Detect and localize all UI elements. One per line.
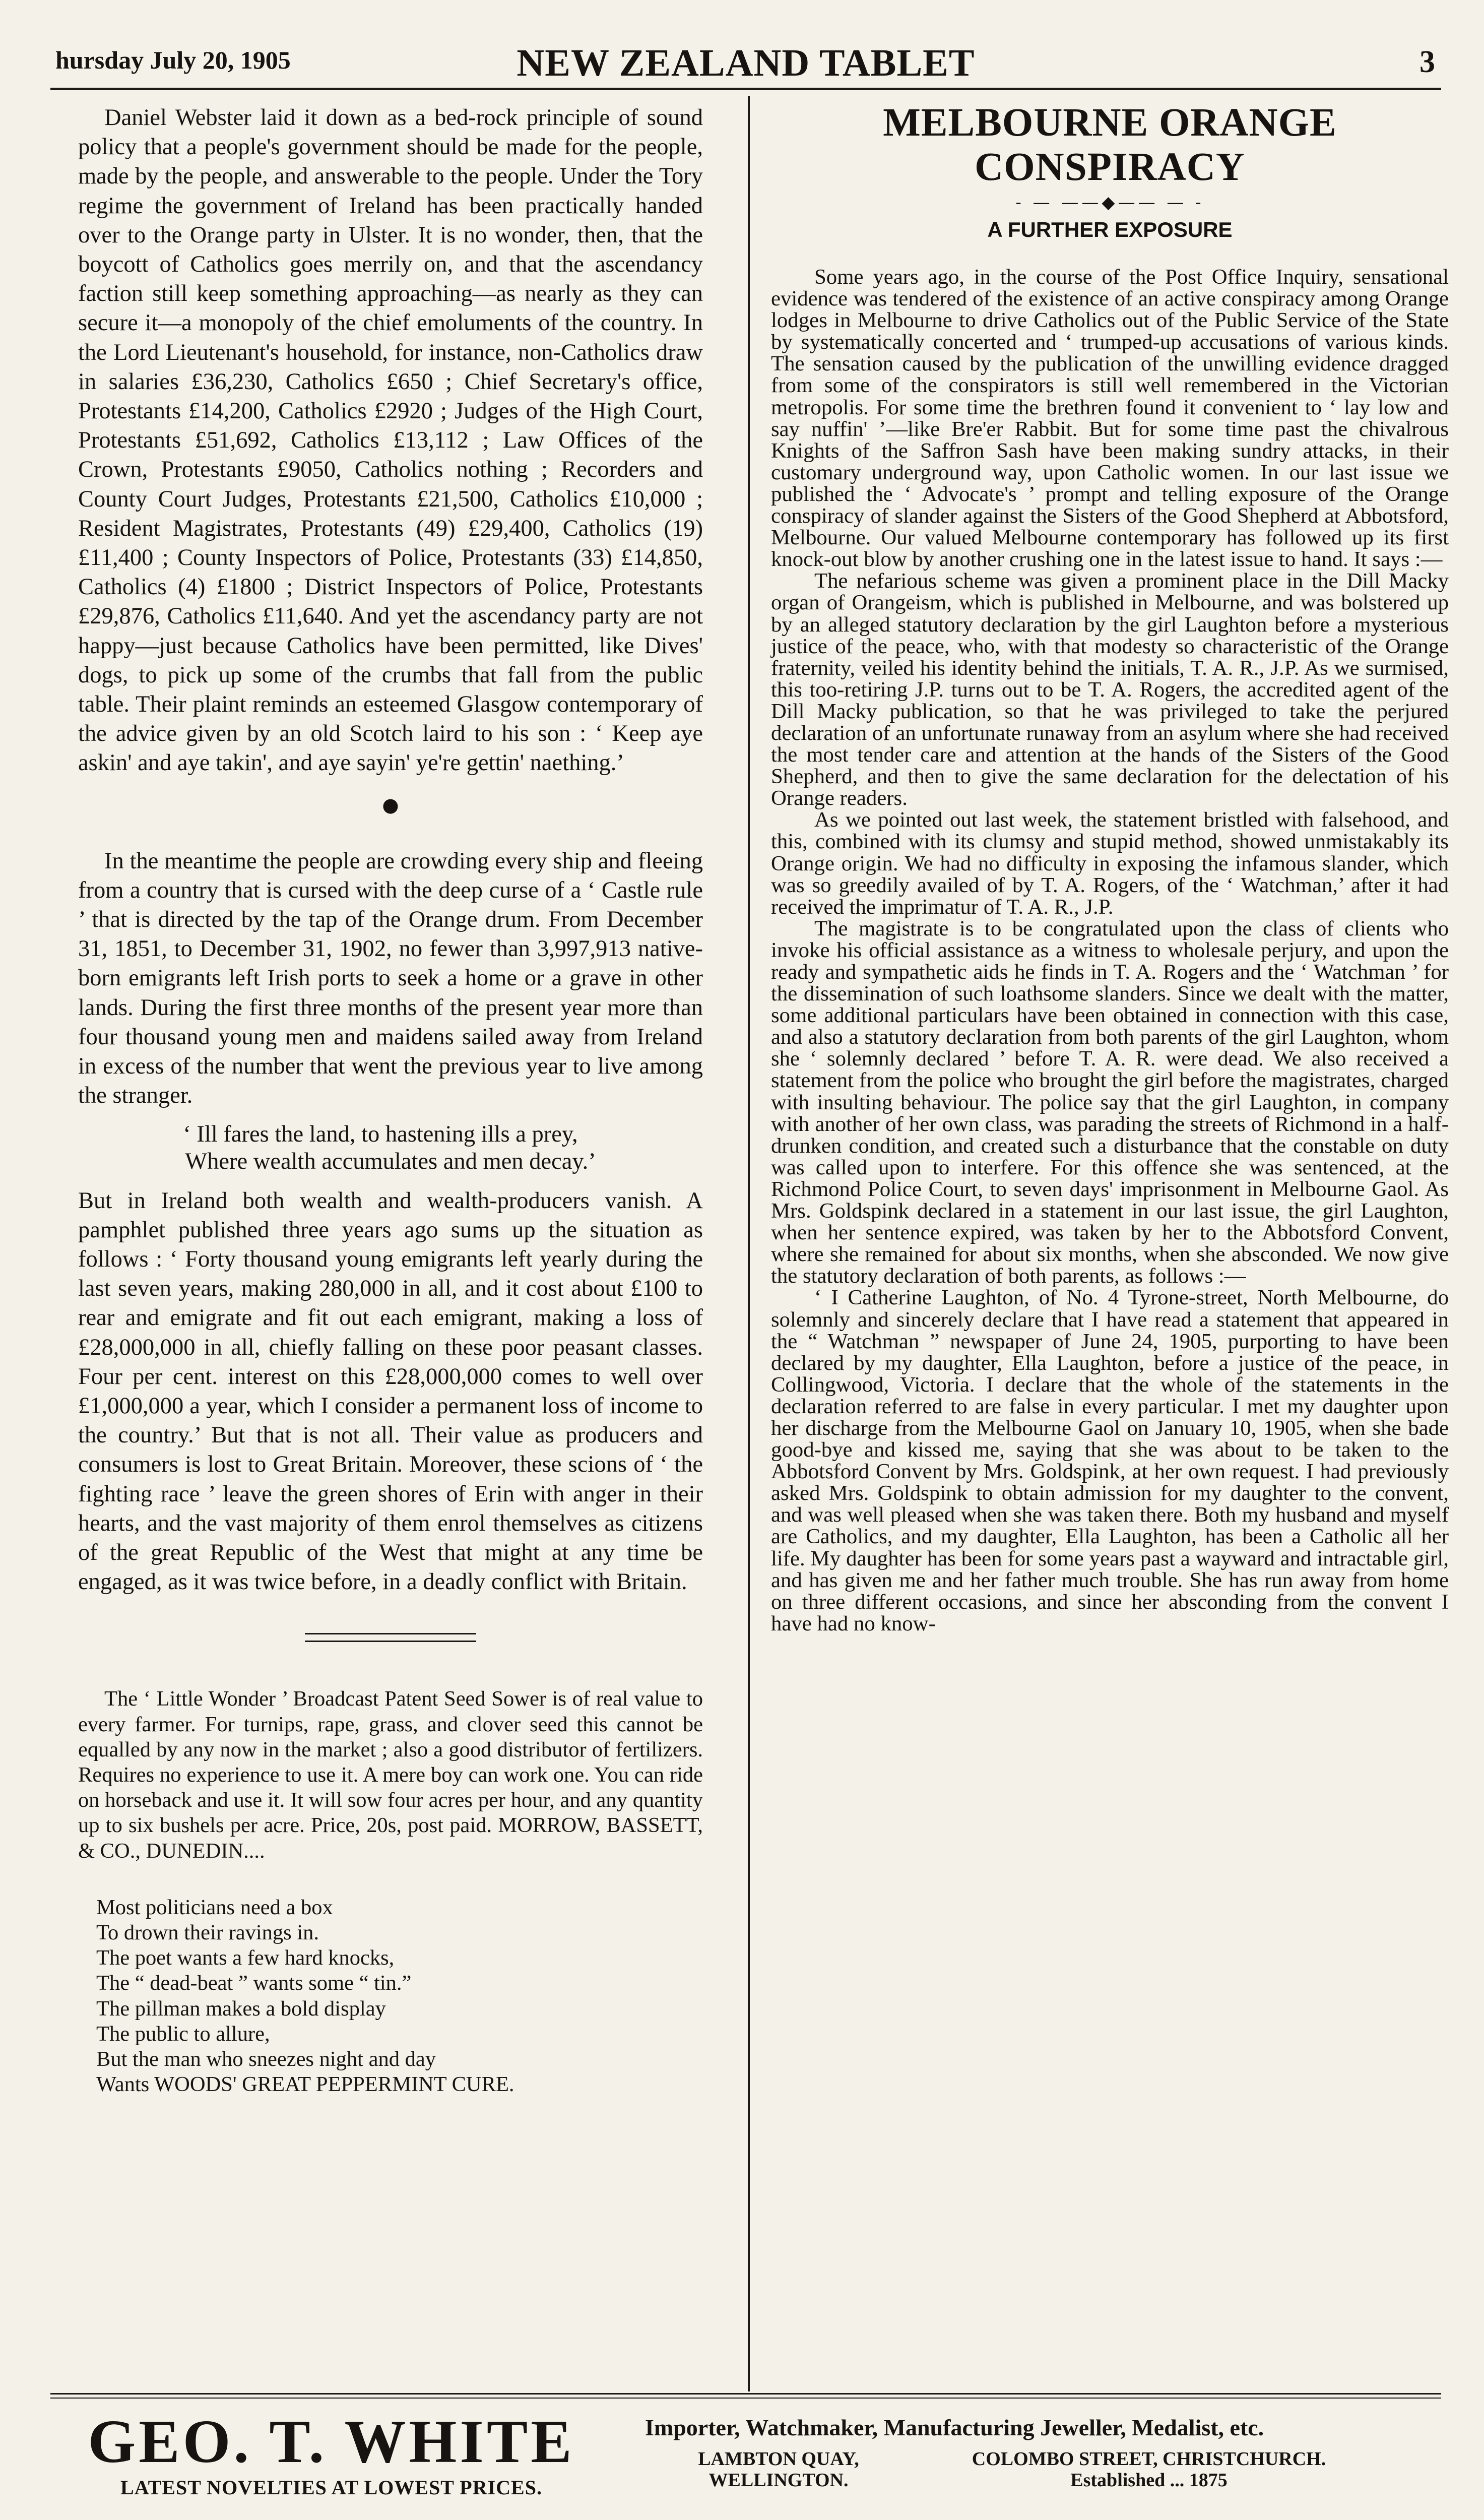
quote-line: Where wealth accumulates and men decay.’: [185, 1148, 596, 1174]
newspaper-title: NEW ZEALAND TABLET: [517, 42, 975, 84]
article-paragraph: The nefarious scheme was given a prominent place in the Dill Macky organ of Orangeism, which is published in Melbourne, and was bolstered up by an alleged statutory declaration by the girl Laughton before a mysterious justice of the peace, who, with that modesty so characteristic of the Orange fraternity, veiled his identity behind the initials, T. A. R., J.P. As we surmised, this too-retiring J.P. turns out to be T. A. Rogers, the accredited agent of the Dill Macky publication, so that he was privileged to take the perjured declaration of an unfortunate runaway from an asylum where she had received the most tender care and attention at the hands of the Sisters of the Good Shepherd, and then to give the same declaration for the delectation of his Orange readers.: [771, 569, 1449, 810]
advertiser-trades: Importer, Watchmaker, Manufacturing Jeweller, Medalist, etc.: [645, 2415, 1264, 2440]
column-divider: [748, 96, 750, 2391]
article-paragraph: ‘ I Catherine Laughton, of No. 4 Tyrone-street, North Melbourne, do solemnly and sincerely declare that I have read a statement that appeared in the “ Watchman ” newspaper of June 24, 1905, purporting to have been declared by my daughter, Ella Laughton, before a justice of the peace, in Collingwood, Victoria. I declare that the whole of the statements in the declaration referred to are false in every particular. I met my daughter upon her discharge from the Melbourne Gaol on January 10, 1905, when she bade good-bye and kissed me, saying that she was about to be taken to the Abbotsford Convent by Mrs. Goldspink, at her own request. I had previously asked Mrs. Goldspink to obtain admission for my daughter to the convent, and was well pleased when she was taken there. Both my husband and myself are Catholics, and my daughter, Ella Laughton, has been a Catholic all her life. My daughter has been for some years past a wayward and intractable girl, and has given me and her father much trouble. She has run away from home on three different occasions, and since her absconding from the convent I have had no know-: [771, 1286, 1449, 1635]
masthead: [50, 41, 1441, 90]
seed-sower-advert: The ‘ Little Wonder ’ Broadcast Patent Seed Sower is of real value to every farmer. For turnips, rape, grass, and clover seed this cannot be equalled by any now in the market ; also a good distributor of fertilizers. Requires no experience to use it. A mere boy can work one. You can ride on horseback and use it. It will sow four acres per hour, and any quantity up to six bushels per acre. Price, 20s, post paid. MORROW, BASSETT, & CO., DUNEDIN....: [78, 1687, 703, 1863]
section-separator: ●: [382, 793, 399, 816]
article-paragraph: As we pointed out last week, the statement bristled with falsehood, and this, combined with its clumsy and stupid method, showed unmistakably its Orange origin. We had no difficulty in exposing the infamous slander, which was so greedily availed of by T. A. Rogers, of the ‘ Watchman,’ after it had received the imprimatur of T. A. R., J.P.: [771, 808, 1449, 919]
page-number: 3: [1420, 45, 1435, 79]
article-paragraph-emigration: In the meantime the people are crowding every ship and fleeing from a country that is cursed with the deep curse of a ‘ Castle rule ’ that is directed by the tap of the Orange drum. From December 31, 1851, to December 31, 1902, no fewer than 3,997,913 native-born emigrants left Irish ports to seek a home or a grave in other lands. During the first three months of the present year more than four thousand young men and maidens sailed away from Ireland in excess of the number that went the previous year to live among the stranger.: [78, 848, 703, 1109]
address-wellington: [673, 2448, 884, 2491]
article-headline: MELBOURNE ORANGE CONSPIRACY: [883, 101, 1337, 189]
advertisement-rule: [50, 2393, 1441, 2399]
address-line: LAMBTON QUAY,: [698, 2448, 859, 2470]
issue-date: hursday July 20, 1905: [55, 46, 291, 74]
poem-line: The poet wants a few hard knocks,: [96, 1946, 395, 1970]
article-paragraph: The magistrate is to be congratulated upon the class of clients who invoke his official assistance as a witness to wholesale perjury, and upon the ready and sympathetic aids he finds in T. A. Rogers and the ‘ Watchman ’ for the dissemination of such loathsome slanders. Since we dealt with the matter, some additional particulars have been obtained in connection with this case, and also a statutory declaration from both parents of the girl Laughton, whom she ‘ solemnly declared ’ before T. A. R. were dead. We also received a statement from the police who brought the girl before the magistrates, charged with insulting behaviour. The police say that the girl Laughton, in company with another of her own class, was parading the streets of Richmond in a half-drunken condition, and created such a disturbance that the constable on duty was called upon to interfere. For this offence she was sentenced, at the Richmond Police Court, to seven days' imprisonment in Melbourne Gaol. As Mrs. Goldspink declared in a statement in our last issue, the girl Laughton, when her sentence expired, was taken by her to the Abbotsford Convent, where she remained for about six months, when she absconded. We now give the statutory declaration of both parents, as follows :—: [771, 916, 1449, 1288]
article-paragraph: Some years ago, in the course of the Post Office Inquiry, sensational evidence was tendered of the existence of an active conspiracy among Orange lodges in Melbourne to drive Catholics out of the Public Service of the State by systematically concerted and ‘ trumped-up accusations of various kinds. The sensation caused by the publication of the unwilling evidence dragged from some of the conspirators is still well remembered in the Victorian metropolis. For some time the brethren found it convenient to ‘ lay low and say nuffin' ’—like Bre'er Rabbit. But for some time past the chivalrous Knights of the Saffron Sash have been making sundry attacks, in their customary underground way, upon Catholic women. In our last issue we published the ‘ Advocate's ’ prompt and telling exposure of the Orange conspiracy of slander against the Sisters of the Good Shepherd at Abbotsford, Melbourne. Our valued Melbourne contemporary has followed up its first knock-out blow by another crushing one in the latest issue to hand. It says :—: [771, 265, 1449, 572]
established-line: Established ... 1875: [1070, 2470, 1228, 2491]
poem-line: To drown their ravings in.: [96, 1920, 319, 1944]
peppermint-cure-verse: [96, 1895, 703, 2098]
address-christchurch: [922, 2448, 1376, 2491]
address-line: WELLINGTON.: [708, 2470, 849, 2491]
poem-line: Wants WOODS' GREAT PEPPERMINT CURE.: [96, 2072, 514, 2097]
quote-line: ‘ Ill fares the land, to hastening ills a prey,: [183, 1121, 578, 1147]
poem-line: But the man who sneezes night and day: [96, 2047, 436, 2071]
verse-quotation: [78, 1121, 703, 1175]
ornament-divider: - — ——◆—— — -: [1015, 193, 1204, 213]
right-column: [771, 101, 1449, 1634]
left-column: [78, 103, 703, 2097]
address-line: COLOMBO STREET, CHRISTCHURCH.: [972, 2448, 1326, 2470]
advertiser-name: GEO. T. WHITE: [88, 2408, 575, 2476]
poem-line: The pillman makes a bold display: [96, 1996, 386, 2021]
poem-line: The public to allure,: [96, 2022, 270, 2046]
double-rule-divider: [305, 1633, 476, 1642]
advertiser-tagline: LATEST NOVELTIES AT LOWEST PRICES.: [120, 2476, 542, 2499]
article-paragraph-wealth: But in Ireland both wealth and wealth-producers vanish. A pamphlet published three years ago sums up the situation as follows : ‘ Forty thousand young emigrants left yearly during the last seven years, making 280,000 in all, and it cost about £100 to rear and emigrate and fit out each emigrant, making a loss of £28,000,000 in all, chiefly falling on these poor peasant classes. Four per cent. interest on this £28,000,000 comes to well over £1,000,000 a year, which I consider a permanent loss of income to the country.’ But that is not all. Their value as producers and consumers is lost to Great Britain. Moreover, these scions of ‘ the fighting race ’ leave the green shores of Erin with anger in their hearts, and the vast majority of them enrol themselves as citizens of the great Republic of the West that might at any time be engaged, as it was twice before, in a deadly conflict with Britain.: [78, 1187, 703, 1595]
article-subheadline: A FURTHER EXPOSURE: [987, 218, 1233, 241]
poem-line: The “ dead-beat ” wants some “ tin.”: [96, 1971, 412, 1995]
poem-line: Most politicians need a box: [96, 1895, 333, 1919]
article-paragraph-webster: Daniel Webster laid it down as a bed-rock principle of sound policy that a people's government should be made for the people, made by the people, and answerable to the people. Under the Tory regime the government of Ireland has been practically handed over to the Orange party in Ulster. It is no wonder, then, that the boycott of Catholics goes merrily on, and that the ascendancy faction still keep something approaching—as nearly as they can secure it—a monopoly of the chief emoluments of the country. In the Lord Lieutenant's household, for instance, non-Catholics draw in salaries £36,230, Catholics £650 ; Chief Secretary's office, Protestants £14,200, Catholics £2920 ; Judges of the High Court, Protestants £51,692, Catholics £13,112 ; Law Offices of the Crown, Protestants £9050, Catholics nothing ; Recorders and County Court Judges, Protestants £21,500, Catholics £10,000 ; Resident Magistrates, Protestants (49) £29,400, Catholics (19) £11,400 ; County Inspectors of Police, Protestants (33) £14,850, Catholics (4) £1800 ; District Inspectors of Police, Protestants £29,876, Catholics £11,640. And yet the ascendancy party are not happy—just because Catholics have been permitted, like Dives' dogs, to pick up some of the crumbs that fall from the public table. Their plaint reminds an esteemed Glasgow contemporary of the advice given by an old Scotch laird to his son : ‘ Keep aye askin' and aye takin', and aye sayin' ye're gettin' naething.’: [78, 105, 703, 776]
